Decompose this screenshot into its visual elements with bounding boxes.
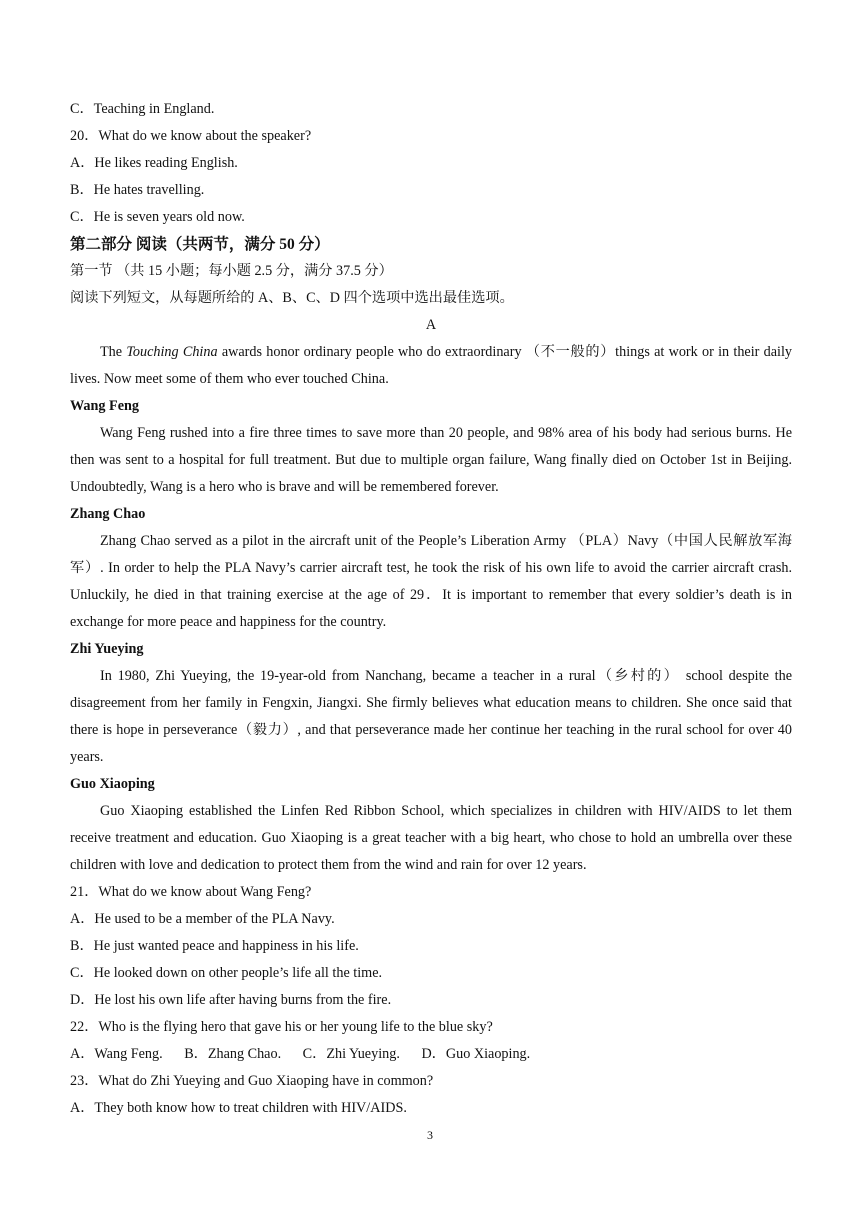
touching-china-title: Touching China: [126, 344, 218, 360]
instruction: 阅读下列短文，从每题所给的 A、B、C、D 四个选项中选出最佳选项。: [70, 290, 514, 306]
option-c-q21: C．He looked down on other people’s life all the time.: [70, 965, 383, 981]
document-page: [70, 96, 792, 1122]
option-c-q19: C．Teaching in England.: [70, 101, 215, 117]
person-text-zhi-yueying: In 1980, Zhi Yueying, the 19-year-old from Nanchang, became a teacher in a rural（乡村的） school despite the disagreement from her family in Fengxin, Jiangxi. She firmly believes what education means to children. She once said that there is hope in perseverance（毅力）, and that perseverance made her continue her teaching in the rural school for over 40 years.: [70, 668, 792, 765]
question-22: 22．Who is the flying hero that gave his or her young life to the blue sky?: [70, 1019, 493, 1035]
intro-text-before: The: [100, 344, 127, 360]
person-text-guo-xiaoping: Guo Xiaoping established the Linfen Red Ribbon School, which specializes in children with HIV/AIDS to let them receive treatment and education. Guo Xiaoping is a great teacher with a big heart, who chose to hold an umbrella over these children with love and dedication to protect them from the wind and rain for over 12 years.: [70, 803, 792, 873]
question-23: 23．What do Zhi Yueying and Guo Xiaoping have in common?: [70, 1073, 434, 1089]
passage-letter: A: [425, 317, 437, 333]
option-d-q21: D．He lost his own life after having burns from the fire.: [70, 992, 392, 1008]
option-c-q20: C．He is seven years old now.: [70, 209, 245, 225]
option-a-q21: A．He used to be a member of the PLA Navy.: [70, 911, 335, 927]
section-heading: 第二部分 阅读（共两节，满分 50 分）: [70, 236, 330, 253]
option-a-q20: A．He likes reading English.: [70, 155, 238, 171]
person-name-guo-xiaoping: Guo Xiaoping: [70, 776, 155, 792]
subsection-heading: 第一节 （共 15 小题；每小题 2.5 分，满分 37.5 分）: [70, 263, 393, 279]
option-c-q22: C．Zhi Yueying.: [302, 1046, 400, 1062]
person-name-zhi-yueying: Zhi Yueying: [70, 641, 144, 657]
option-b-q21: B．He just wanted peace and happiness in his life.: [70, 938, 359, 954]
page-number: 3: [427, 1128, 433, 1142]
option-a-q22: A．Wang Feng.: [70, 1046, 163, 1062]
intro-paragraph: [70, 339, 792, 393]
intro-text-after: awards honor ordinary people who do extraordinary （不一般的）things at work or in their daily lives. Now meet some of them who ever touched China.: [70, 344, 792, 387]
question-20: 20．What do we know about the speaker?: [70, 128, 312, 144]
option-b-q20: B．He hates travelling.: [70, 182, 205, 198]
person-text-zhang-chao: Zhang Chao served as a pilot in the aircraft unit of the People’s Liberation Army （PLA）Navy（中国人民解放军海军）. In order to help the PLA Navy’s carrier aircraft test, he took the risk of his own life to avoid the carrier aircraft crash. Unluckily, he died in that training exercise at the age of 29．It is important to remember that every soldier’s death is in exchange for more peace and happiness for the country.: [70, 533, 792, 630]
option-b-q22: B．Zhang Chao.: [184, 1046, 282, 1062]
person-name-wang-feng: Wang Feng: [70, 398, 139, 414]
options-q22: [70, 1041, 792, 1068]
option-d-q22: D．Guo Xiaoping.: [421, 1046, 531, 1062]
person-text-wang-feng: Wang Feng rushed into a fire three times to save more than 20 people, and 98% area of his body had serious burns. He then was sent to a hospital for full treatment. But due to multiple organ failure, Wang finally died on October 1st in Beijing. Undoubtedly, Wang is a hero who is brave and will be remembered forever.: [70, 425, 792, 495]
person-name-zhang-chao: Zhang Chao: [70, 506, 146, 522]
option-a-q23: A．They both know how to treat children with HIV/AIDS.: [70, 1100, 407, 1116]
question-21: 21．What do we know about Wang Feng?: [70, 884, 312, 900]
